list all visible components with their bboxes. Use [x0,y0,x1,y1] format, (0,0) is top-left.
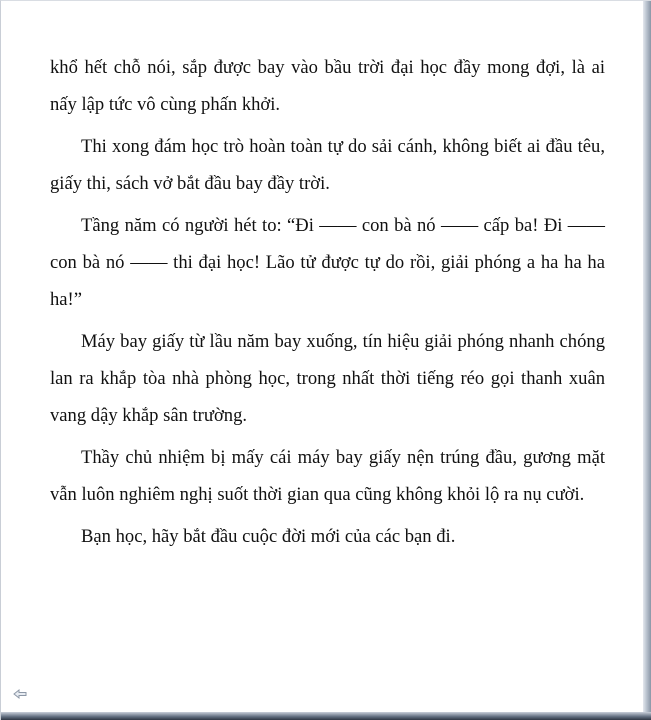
window-bottom-border [1,712,651,720]
paragraph-3: Tầng năm có người hét to: “Đi —— con bà nó —— cấp ba! Đi —— con bà nó —— thi đại học! Lão tử được tự do rồi, giải phóng a ha ha ha ha!” [50,215,605,310]
paragraph-6: Bạn học, hãy bắt đầu cuộc đời mới của các bạn đi. [81,526,456,547]
paragraph-5: Thầy chủ nhiệm bị mấy cái máy bay giấy nện trúng đầu, gương mặt vẫn luôn nghiêm nghị suốt thời gian qua cũng không khỏi lộ ra nụ cười. [50,447,605,505]
paragraph-2: Thi xong đám học trò hoàn toàn tự do sải cánh, không biết ai đầu têu, giấy thi, sách vở bắt đầu bay đầy trời. [50,136,605,194]
paragraph-4: Máy bay giấy từ lầu năm bay xuống, tín hiệu giải phóng nhanh chóng lan ra khắp tòa nhà phòng học, trong nhất thời tiếng réo gọi thanh xuân vang dậy khắp sân trường. [50,331,605,426]
page-turn-icon[interactable] [13,687,27,699]
scroll-edge [643,1,651,713]
document-body [50,49,605,560]
paragraph-1: khổ hết chỗ nói, sắp được bay vào bầu trời đại học đầy mong đợi, là ai nấy lập tức vô cùng phấn khởi. [50,57,605,115]
